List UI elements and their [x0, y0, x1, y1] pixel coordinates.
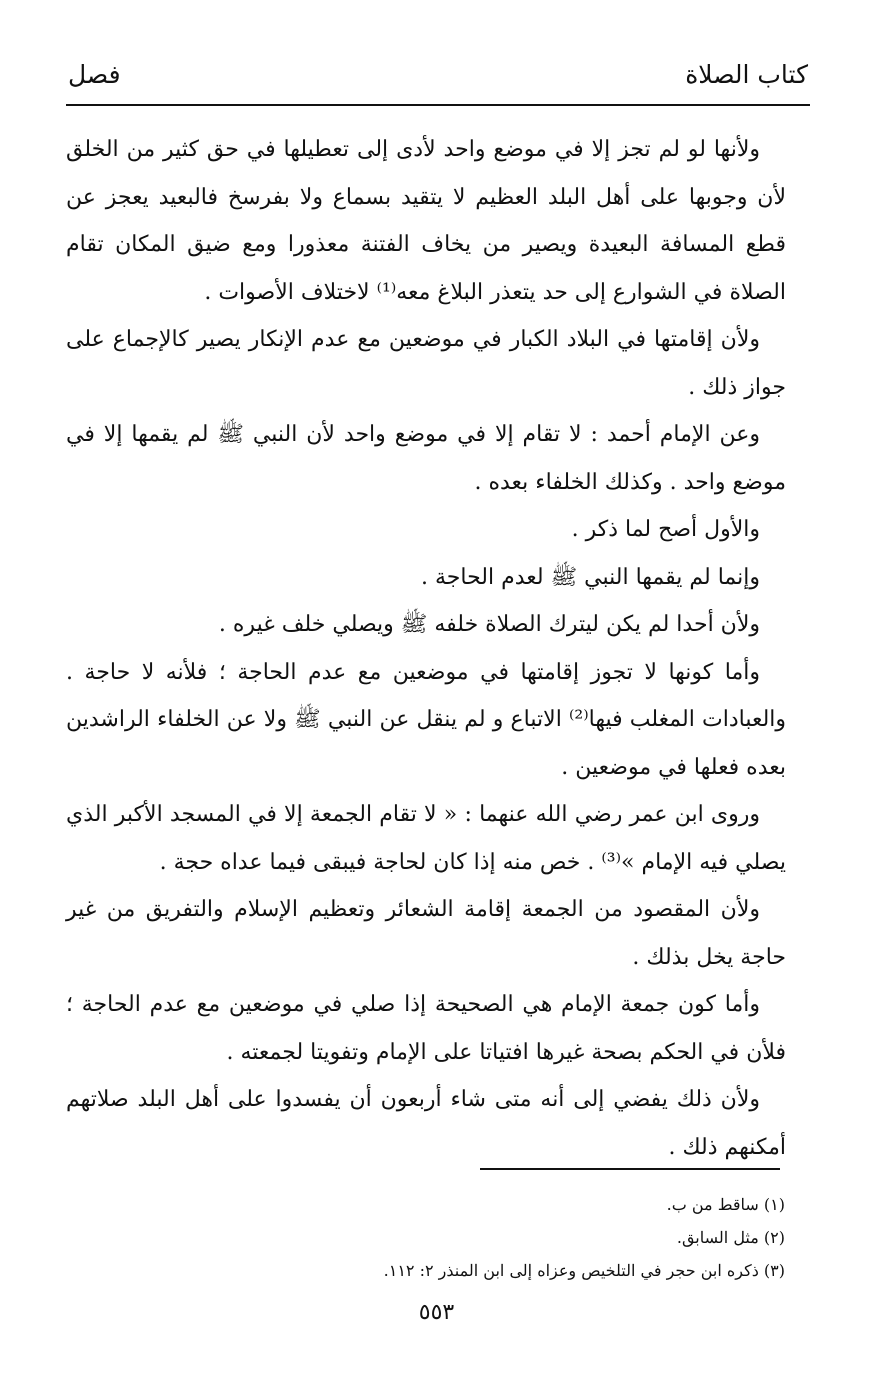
page-number: ٥٥٣	[418, 1300, 455, 1325]
paragraph: ولأنها لو لم تجز إلا في موضع واحد لأدى إلى تعطيلها في حق كثير من الخلق لأن وجوبها على أهل البلد العظيم لا يتقيد بسماع ولا بفرسخ فالبعيد يعجز عن قطع المسافة البعيدة ويصير من يخاف الفتنة معذورا ومع ضيق المكان تقام الصلاة في الشوارع إلى حد يتعذر البلاغ معه⁽¹⁾ لاختلاف الأصوات .	[66, 137, 786, 305]
paragraph: والأول أصح لما ذكر .	[571, 517, 760, 542]
footnote-divider	[480, 1168, 780, 1170]
footnote-1: (١) ساقط من ب.	[666, 1195, 785, 1214]
header-divider	[66, 104, 810, 106]
paragraph: ولأن إقامتها في البلاد الكبار في موضعين مع عدم الإنكار يصير كالإجماع على جواز ذلك .	[66, 327, 786, 400]
book-title: كتاب الصلاة	[685, 60, 808, 89]
footnotes	[185, 1188, 785, 1287]
paragraph: وروى ابن عمر رضي الله عنهما : « لا تقام الجمعة إلا في المسجد الأكبر الذي يصلي فيه الإمام »⁽³⁾ . خص منه إذا كان لحاجة فيبقى فيما عداه حجة .	[66, 802, 786, 875]
main-text	[66, 126, 786, 1171]
paragraph: وإنما لم يقمها النبي ﷺ لعدم الحاجة .	[421, 564, 760, 590]
paragraph: وعن الإمام أحمد : لا تقام إلا في موضع واحد لأن النبي ﷺ لم يقمها إلا في موضع واحد . وكذلك الخلفاء بعده .	[66, 422, 786, 495]
paragraph: وأما كون جمعة الإمام هي الصحيحة إذا صلي في موضعين مع عدم الحاجة ؛ فلأن في الحكم بصحة غيرها افتياتا على الإمام وتفويتا لجمعته .	[66, 992, 786, 1065]
paragraph: ولأن المقصود من الجمعة إقامة الشعائر وتعظيم الإسلام والتفريق من غير حاجة يخل بذلك .	[66, 897, 786, 970]
footnote-2: (٢) مثل السابق.	[676, 1228, 785, 1247]
paragraph: ولأن ذلك يفضي إلى أنه متى شاء أربعون أن يفسدوا على أهل البلد صلاتهم أمكنهم ذلك .	[66, 1087, 786, 1160]
footnote-3: (٣) ذكره ابن حجر في التلخيص وعزاه إلى ابن المنذر ٢: ١١٢.	[383, 1261, 785, 1280]
paragraph: ولأن أحدا لم يكن ليترك الصلاة خلفه ﷺ ويصلي خلف غيره .	[218, 612, 760, 637]
running-header	[68, 58, 808, 104]
section-title: فصل	[68, 60, 121, 89]
paragraph: وأما كونها لا تجوز إقامتها في موضعين مع عدم الحاجة ؛ فلأنه لا حاجة . والعبادات المغلب فيها⁽²⁾ الاتباع و لم ينقل عن النبي ﷺ ولا عن الخلفاء الراشدين بعده فعلها في موضعين .	[66, 659, 787, 780]
